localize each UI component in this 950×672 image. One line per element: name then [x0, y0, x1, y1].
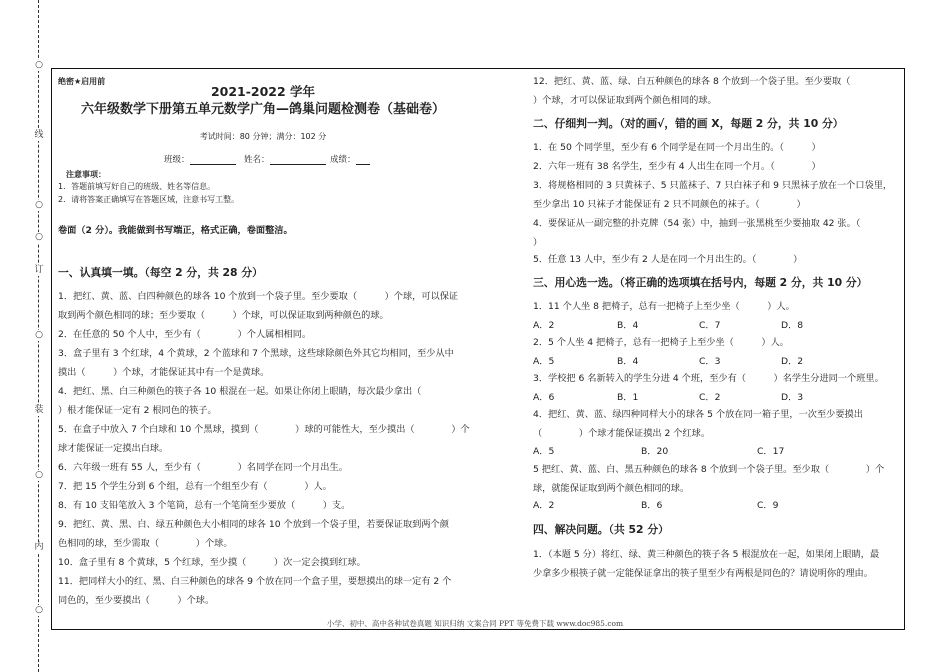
- section3-question: 球，就能保证取到两个颜色相同的球。: [533, 483, 690, 494]
- section2-title: 二、仔细判一判。（对的画√，错的画 X，每题 2 分，共 10 分）: [533, 117, 844, 130]
- section3-title: 三、用心选一选。（将正确的选项填在括号内，每题 2 分，共 10 分）: [533, 276, 868, 289]
- right-intro-line: ）个球，才可以保证取到两个颜色相同的球。: [533, 95, 717, 106]
- section1-line: 11．把同样大小的红、黑、白三种颜色的球各 9 个放在同一个盒子里，要想摸出的球一定有 2 个: [58, 576, 452, 587]
- exam-title: 六年级数学下册第五单元数学广角—鸽巢问题检测卷（基础卷）: [80, 102, 445, 117]
- binding-line-char: 线: [27, 130, 51, 141]
- name-label: 姓名：: [244, 155, 270, 165]
- option: A．2: [533, 500, 555, 511]
- section1-line: 取到两个颜色相同的球；至少要取（ ）个球，可以保证取到两种颜色的球。: [58, 310, 389, 321]
- right-intro-line: 12．把红、黄、蓝、绿、白五种颜色的球各 8 个放到一个袋子里。至少要取（: [533, 76, 851, 87]
- section3-question: 2．5 个人坐 4 把椅子，总有一把椅子上至少坐（ ）人。: [533, 337, 789, 348]
- option: A．2: [533, 320, 555, 331]
- exam-year: 2021-2022 学年: [210, 84, 316, 99]
- section2-line: 至少拿出 10 只袜子才能保证有 2 只不同颜色的袜子。（ ）: [533, 199, 806, 210]
- score-blank: [356, 164, 370, 165]
- option: C．17: [757, 446, 785, 457]
- section4-question: 1．（本题 5 分）将红、绿、黄三种颜色的筷子各 5 根混放在一起，如果闭上眼睛，最: [533, 549, 880, 560]
- option: C．7: [699, 320, 721, 331]
- binding-inner-char: 内: [27, 542, 51, 553]
- section2-line: ）: [533, 237, 543, 248]
- section3-question: 4．把红、黄、蓝、绿四种同样大小的球各 5 个放在同一箱子里，一次至少要摸出: [533, 409, 863, 420]
- option: D．8: [781, 320, 804, 331]
- score-label: 成绩：: [330, 155, 356, 165]
- section1-line: 1．把红、黄、蓝、白四种颜色的球各 10 个放到一个袋子里。至少要取（ ）个球，可以保证: [58, 291, 459, 302]
- option: B．4: [617, 320, 639, 331]
- section1-line: 5．在盒子中放入 7 个白球和 10 个黑球，摸到（ ）球的可能性大，至少摸出（ ）个: [58, 424, 470, 435]
- option: B．4: [617, 356, 639, 367]
- option: B．20: [641, 446, 669, 457]
- note-item: 1．答题前填写好自己的班级、姓名等信息。: [58, 182, 216, 191]
- section3-question: 1．11 个人坐 8 把椅子，总有一把椅子上至少坐（ ）人。: [533, 301, 795, 312]
- option: C．9: [757, 500, 779, 511]
- section1-line: 2．在任意的 50 个人中，至少有（ ）个人属相相同。: [58, 329, 312, 340]
- binding-circle-mark: ○: [27, 60, 51, 71]
- binding-circle-mark: ○: [27, 330, 51, 341]
- binding-circle-mark: ○: [27, 232, 51, 243]
- section1-line: 8．有 10 支铅笔放入 3 个笔筒，总有一个笔筒至少要放（ ）支。: [58, 500, 351, 511]
- class-blank: [190, 164, 236, 165]
- section2-line: 2．六年一班有 38 名学生，至少有 4 人出生在同一个月。（ ）: [533, 161, 821, 172]
- section2-line: 1．在 50 个同学里，至少有 6 个同学是在同一个月出生的。（ ）: [533, 142, 821, 153]
- binding-install-char: 装: [27, 405, 51, 416]
- option: A．5: [533, 446, 555, 457]
- name-blank: [270, 164, 326, 165]
- binding-circle-mark: ○: [27, 605, 51, 616]
- section4-title: 四、解决问题。（共 52 分）: [533, 523, 669, 536]
- neatness-line: 卷面（2 分）。我能做到书写端正，格式正确，卷面整洁。: [58, 225, 293, 236]
- section1-line: 球才能保证一定摸出白球。: [58, 443, 169, 454]
- binding-order-char: 订: [27, 265, 51, 276]
- section4-question: 少拿多少根筷子就一定能保证拿出的筷子里至少有两根是同色的？请说明你的理由。: [533, 568, 873, 579]
- section3-question: 3．学校把 6 名新转入的学生分进 4 个班，至少有（ ）名学生分进同一个班里。: [533, 373, 884, 384]
- section1-line: 同色的，至少要摸出（ ）个球。: [58, 595, 215, 606]
- section1-line: 摸出（ ）个球，才能保证其中有一个是黄球。: [58, 367, 270, 378]
- secret-label: 绝密★启用前: [58, 77, 106, 86]
- section1-title: 一、认真填一填。（每空 2 分，共 28 分）: [58, 266, 263, 279]
- section1-line: 6．六年级一班有 55 人，至少有（ ）名同学在同一个月出生。: [58, 462, 348, 473]
- binding-margin: [27, 0, 51, 672]
- option: A．6: [533, 392, 555, 403]
- binding-circle-mark: ○: [27, 470, 51, 481]
- section1-line: 3．盒子里有 3 个红球，4 个黄球，2 个蓝球和 7 个黑球，这些球除颜色外其它均相同，至少从中: [58, 348, 454, 359]
- section2-line: 5．任意 13 人中，至少有 2 人是在同一个月出生的。（ ）: [533, 254, 803, 265]
- section2-line: 3．将规格相同的 3 只黄袜子、5 只蓝袜子、7 只白袜子和 9 只黑袜子放在一个口袋里，: [533, 180, 893, 191]
- section1-line: 7．把 15 个学生分到 6 个组，总有一个组至少有（ ）人。: [58, 481, 332, 492]
- binding-circle-mark: ○: [27, 200, 51, 211]
- section1-line: 10．盒子里有 8 个黄球，5 个红球，至少摸（ ）次一定会摸到红球。: [58, 557, 366, 568]
- notes-heading: 注意事项：: [66, 170, 106, 179]
- option: B．1: [617, 392, 639, 403]
- class-label: 班级：: [164, 155, 190, 165]
- section1-line: ）根才能保证一定有 2 根同色的筷子。: [58, 405, 217, 416]
- option: B．6: [641, 500, 663, 511]
- option: C．2: [699, 392, 721, 403]
- option: A．5: [533, 356, 555, 367]
- page-footer: 小学、初中、高中各种试卷真题 知识归纳 文案合同 PPT 等免费下载 www.doc985.com: [326, 619, 624, 628]
- option: D．2: [781, 356, 804, 367]
- note-item: 2．请将答案正确填写在答题区域，注意书写工整。: [58, 195, 240, 204]
- section1-line: 4．把红、黑、白三种颜色的筷子各 10 根混在一起。如果让你闭上眼睛，每次最少拿出（: [58, 386, 422, 397]
- section1-line: 色相同的球，至少需取（ ）个球。: [58, 538, 233, 549]
- section2-line: 4．要保证从一副完整的扑克牌（54 张）中，抽到一张黑桃至少要抽取 42 张。（: [533, 218, 888, 229]
- option: D．3: [781, 392, 804, 403]
- section3-question: （ ）个球才能保证摸出 2 个红球。: [533, 428, 711, 439]
- option: C．3: [699, 356, 721, 367]
- section3-question: 5 把红、黄、蓝、白、黑五种颜色的球各 8 个放到一个袋子里。至少取（ ）个: [533, 464, 885, 475]
- exam-info: 考试时间：80 分钟；满分：102 分: [199, 132, 327, 141]
- section1-line: 9．把红、黄、黑、白、绿五种颜色大小相同的球各 10 个放到一个袋子里，若要保证取到两个颜: [58, 519, 449, 530]
